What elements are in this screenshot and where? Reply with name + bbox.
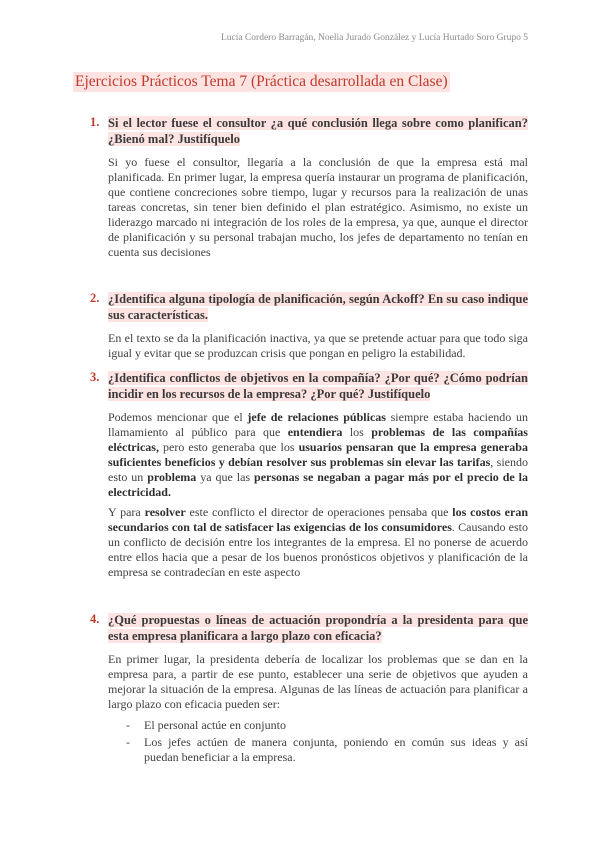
question-1-text: Si el lector fuese el consultor ¿a qué conclusión llega sobre como planifican? ¿Bienó mal? Justifíquelo	[108, 116, 528, 146]
answer-3-paragraph-1	[108, 410, 528, 500]
document-title: Ejercicios Prácticos Tema 7 (Práctica desarrollada en Clase)	[75, 73, 448, 90]
text-run: Podemos mencionar que el	[108, 410, 248, 424]
bold-run: personas se negaban a pagar más por el precio de la electricidad.	[108, 470, 528, 499]
bold-run: jefe de relaciones públicas	[247, 410, 386, 424]
question-3-text: ¿Identifica conflictos de objetivos en la compañía? ¿Por qué? ¿Cómo podrían incidir en los recursos de la empresa? ¿Por qué? Justifíquelo	[108, 371, 528, 401]
page-header: Lucía Cordero Barragán, Noelia Jurado González y Lucía Hurtado Soro Grupo 5	[220, 33, 528, 43]
question-4-number: 4.	[90, 612, 100, 626]
question-4	[108, 612, 528, 644]
answer-3-paragraph-2	[108, 505, 528, 580]
bold-run: problemas de las compañías eléctricas,	[108, 425, 528, 454]
bold-run: entendiera	[287, 425, 343, 439]
answer-1: Si yo fuese el consultor, llegaría a la conclusión de que la empresa está mal planificada. En primer lugar, la empresa quería instaurar un programa de planificación, que contiene concreciones sobre tiempo, lugar y recursos para la realización de unas tareas concretas, sin tener bien definido el plan estratégico. Asimismo, no existe un liderazgo marcado ni integración de los roles de la empresa, ya que, aunque el director de planificación y su personal trabajan mucho, los jefes de departamento no tenían en cuenta sus decisiones	[108, 155, 528, 259]
text-run: pero esto generaba que los	[158, 440, 299, 454]
bold-run: problema	[147, 470, 197, 484]
text-run: Y para	[108, 505, 145, 519]
bold-run: usuarios pensaran que la empresa generaba suficientes beneficios y debían resolver sus problemas sin elevar las tarifas	[108, 440, 528, 469]
text-run: ya que las	[196, 470, 255, 484]
text-run: , siendo esto un	[108, 455, 528, 484]
list-item	[108, 718, 528, 733]
list-item-text: El personal actúe en conjunto	[144, 718, 286, 732]
text-run: este conflicto el director de operaciones pensaba que	[185, 505, 453, 519]
text-run: . Causando esto un conflicto de decisión entre los integrantes de la empresa. El no ponerse de acuerdo entre ellos hacia que a pesar de los buenos pronósticos objetivos y planificación de la empresa se contradecían en este aspecto	[108, 520, 528, 579]
question-2	[108, 291, 528, 323]
question-1	[108, 115, 528, 147]
text-run: siempre estaba haciendo un llamamiento al público para que	[108, 410, 528, 439]
question-1-number: 1.	[90, 115, 100, 129]
dash-bullet: -	[126, 718, 130, 732]
proposal-list	[108, 718, 528, 767]
list-item-text: Los jefes actúen de manera conjunta, poniendo en común sus ideas y así puedan beneficiar a la empresa.	[144, 735, 528, 764]
bold-run: resolver	[144, 505, 186, 519]
answer-2: En el texto se da la planificación inactiva, ya que se pretende actuar para que todo siga igual y evitar que se produzcan crisis que pongan en peligro la estabilidad.	[108, 331, 528, 360]
question-2-text: ¿Identifica alguna tipología de planificación, según Ackoff? En su caso indique sus características.	[108, 292, 528, 322]
question-2-number: 2.	[90, 291, 100, 305]
answer-4: En primer lugar, la presidenta debería de localizar los problemas que se dan en la empresa para, a partir de ese punto, establecer una serie de objetivos que ayuden a mejorar la situación de la empresa. Algunas de las líneas de actuación para planificar a largo plazo con eficacia pueden ser:	[108, 652, 528, 711]
bold-run: los costos eran secundarios con tal de satisfacer las exigencias de los consumidores	[108, 505, 529, 534]
dash-bullet: -	[126, 735, 130, 749]
text-run: los	[342, 425, 372, 439]
question-3	[108, 370, 528, 402]
question-3-number: 3.	[90, 370, 100, 384]
question-4-text: ¿Qué propuestas o líneas de actuación propondría a la presidenta para que esta empresa planificara a largo plazo con eficacia?	[108, 613, 528, 643]
list-item	[108, 735, 528, 765]
